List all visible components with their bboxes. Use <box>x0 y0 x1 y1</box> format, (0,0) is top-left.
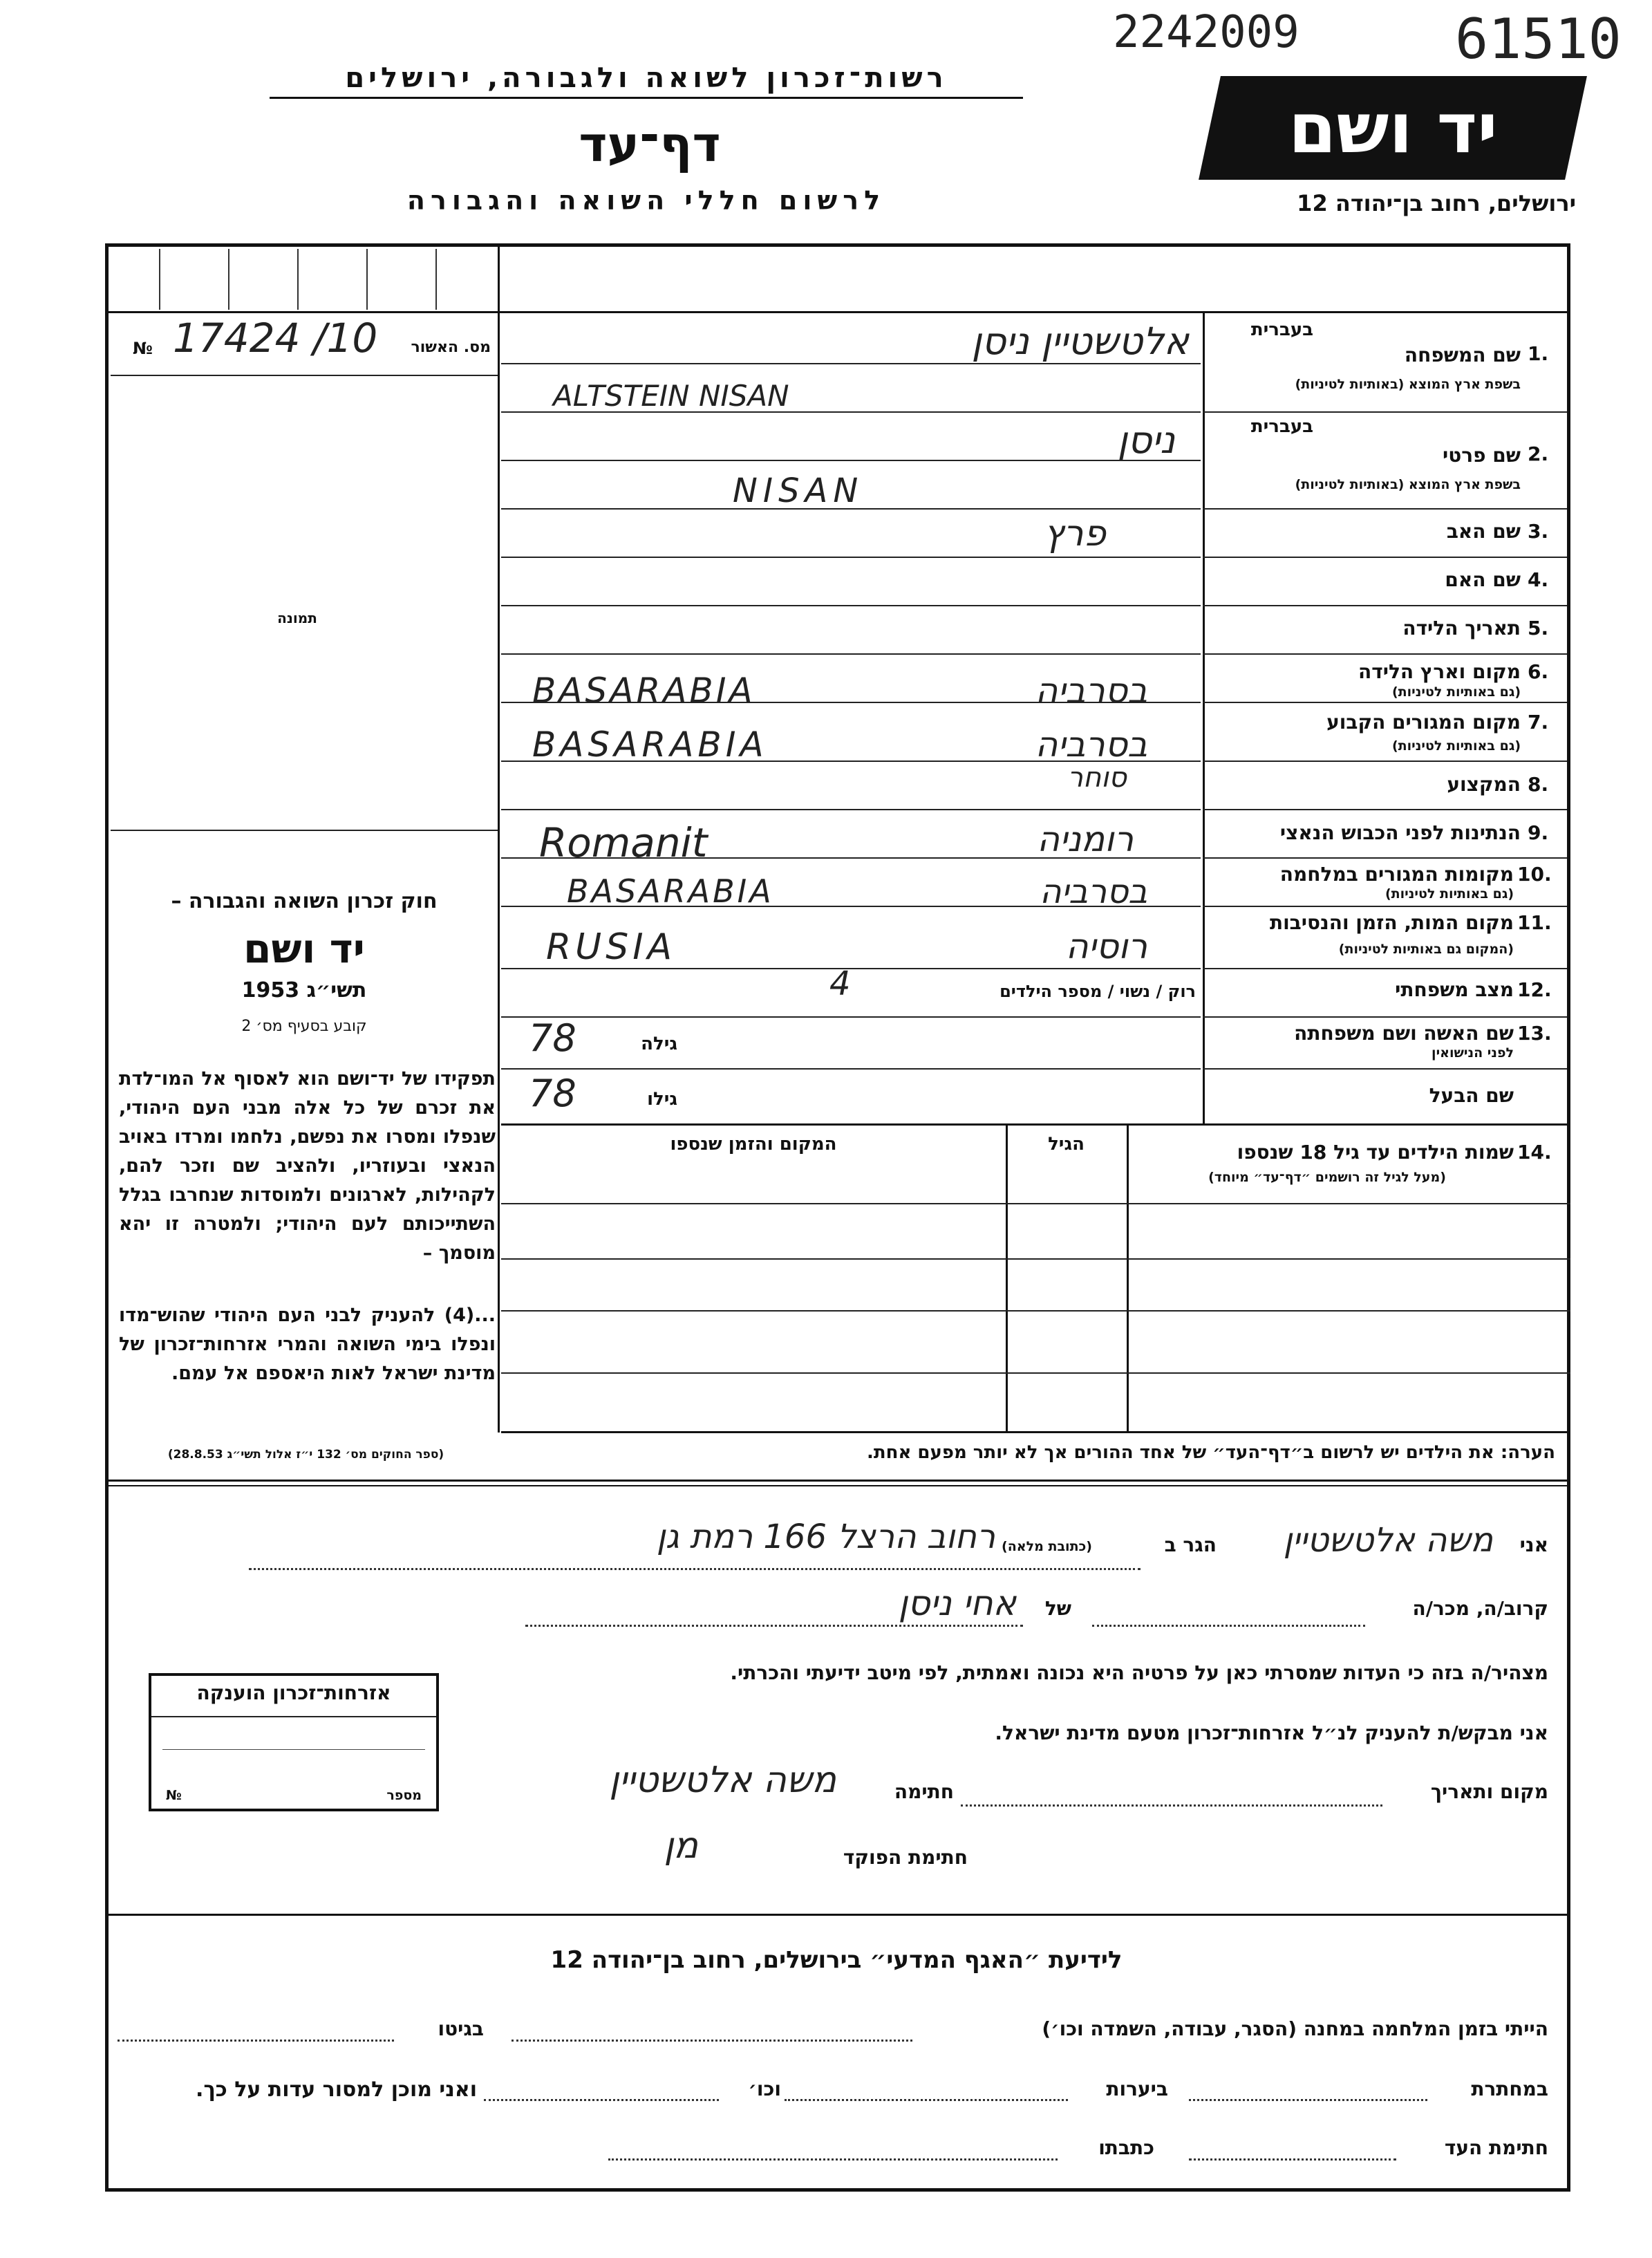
husband-age-label: גילו <box>647 1089 677 1110</box>
field-13-label: שם האשה ושם משפחתה <box>1294 1022 1514 1045</box>
field-10-value-latin[interactable]: BASARABIA <box>567 873 774 910</box>
row-line <box>1203 605 1567 606</box>
field-5-label: תאריך הלידה <box>1402 617 1521 640</box>
field-7-value-latin[interactable]: BASARABIA <box>532 725 768 765</box>
row-line <box>1203 1016 1567 1018</box>
relation-line <box>1092 1625 1365 1627</box>
field-4-number: 4. <box>1528 568 1549 591</box>
value-line <box>501 1016 1201 1018</box>
row-line <box>1203 653 1567 655</box>
row-line <box>1203 1068 1567 1070</box>
value-line <box>501 557 1201 558</box>
value-line <box>501 809 1201 810</box>
footer-line-1: הייתי בזמן המלחמה במחנה (הסגר, עבודה, השמדה וכו׳) <box>1042 2017 1548 2040</box>
footer-etc: וכו׳ <box>748 2078 781 2100</box>
children-sub: (מעל לגיל זה רושמים ״דף־עד״ מיוחד) <box>1208 1170 1446 1185</box>
box-line <box>151 1716 436 1717</box>
relation-line <box>525 1625 1023 1627</box>
row-line <box>1203 809 1567 810</box>
field-11-value-hebrew[interactable]: רוסיה <box>1065 926 1147 967</box>
address-hint: (כתובת מלאה) <box>1002 1539 1092 1554</box>
field-10-sub: (גם באותיות לטיניות) <box>1385 886 1514 902</box>
field-11-number: 11. <box>1517 911 1552 934</box>
row-line <box>1203 857 1567 859</box>
footer-ready: ואני מוכן למסור עדות על כך. <box>196 2078 477 2102</box>
husband-age-value[interactable]: 78 <box>529 1072 576 1115</box>
field-9-value-hebrew[interactable]: רומניה <box>1037 819 1134 859</box>
row-line <box>1203 761 1567 762</box>
law-body: תפקידו של יד־ושם הוא לאסוף אל המו־לדת את זכרם של כל אלה מבני העם היהודי, שנפלו ומסרו את נפשם, נלחמו ומרדו באויב הנאצי ובעוזריו, ולהציב שם וזכר להם, לקהילות, לארגונים ולמוסדות שנחרבו בגלל השתייכותם לעם היהודי; ולמטרה זו יהא מוסמך – <box>119 1068 496 1264</box>
footer-title: לידיעת ״האגף המדעי״ בירושלים, רחוב בן־יהודה 12 <box>550 1946 1123 1974</box>
field-9-value-latin[interactable]: Romanit <box>539 819 708 866</box>
field-8-number: 8. <box>1528 773 1549 796</box>
tick <box>297 249 299 310</box>
footer-ghetto: בגיטו <box>438 2017 484 2040</box>
officer-value[interactable]: מן <box>664 1825 698 1867</box>
stamp-number: 2242009 <box>1113 7 1299 58</box>
declarant-name[interactable]: משה אלטשטיין <box>1283 1521 1493 1560</box>
footer-etc-line <box>484 2099 719 2101</box>
tick <box>435 249 437 310</box>
footer-underground-line <box>1189 2099 1427 2101</box>
law-name: יד ושם <box>243 925 365 972</box>
children-col-place: המקום והזמן שנספו <box>670 1134 837 1155</box>
page-title: דף־עד <box>579 116 721 173</box>
place-date-label: מקום ותאריך <box>1430 1780 1548 1803</box>
field-12-options: רוק / נשוי / מספר הילדים <box>999 982 1196 1001</box>
signature-label: חתימה <box>894 1780 954 1803</box>
page-subtitle: לרשום חללי השואה והגבורה <box>406 185 886 216</box>
authority-title: רשות־זכרון לשואה ולגבורה, ירושלים <box>270 62 1023 99</box>
declaration-line-1: מצהיר/ה בזה כי העדות שמסרתי כאן על פרטיה היא נכונה ואמתית, לפי מיטב ידיעתי והכרתי. <box>730 1661 1548 1684</box>
field-6-value-hebrew[interactable]: בסרביה <box>1035 671 1147 711</box>
logo-text: יד ושם <box>1288 87 1498 169</box>
relation-label: קרוב/ה, מכר/ה <box>1412 1597 1548 1620</box>
section-line <box>105 1485 1570 1486</box>
declarant-address[interactable]: רחוב הרצל 166 רמת גן <box>656 1518 995 1556</box>
value-line <box>501 605 1201 606</box>
field-1-hebrew-tag: בעברית <box>1250 319 1313 340</box>
footer-address-line <box>608 2158 1058 2161</box>
field-6-sub: (גם באותיות לטיניות) <box>1391 684 1521 700</box>
address-line <box>249 1568 1141 1570</box>
children-row-line <box>501 1372 1570 1374</box>
citizenship-no: № <box>166 1788 182 1803</box>
field-9-number: 9. <box>1528 821 1549 844</box>
field-10-value-hebrew[interactable]: בסרביה <box>1040 873 1147 911</box>
value-line <box>501 968 1201 969</box>
field-13-number: 13. <box>1517 1022 1552 1045</box>
children-row-line <box>501 1258 1570 1260</box>
footer-forests-line <box>785 2099 1068 2101</box>
field-1-label: שם המשפחה <box>1404 344 1521 366</box>
footer-address: כתבתו <box>1098 2136 1154 2159</box>
place-date-line <box>961 1804 1382 1807</box>
stamp-number-2: 61510 <box>1455 7 1622 71</box>
field-3-label: שם האב <box>1446 520 1521 543</box>
footer-forests: ביערות <box>1106 2078 1168 2100</box>
field-2-hebrew-tag: בעברית <box>1250 416 1313 437</box>
citizenship-title: אזרחות־זכרון הוענקה <box>196 1681 391 1704</box>
field-1-sub: בשפת ארץ המוצא (באותיות לטיניות) <box>1295 377 1521 392</box>
officer-label: חתימת הפוקד <box>843 1846 968 1869</box>
tick <box>159 249 160 310</box>
field-1-value-hebrew[interactable]: אלטשטיין ניסן <box>971 319 1189 363</box>
field-11-value-latin[interactable]: RUSIA <box>546 926 677 968</box>
field-10-number: 10. <box>1517 863 1552 886</box>
law-year: תשי״ג 1953 <box>241 978 367 1002</box>
footer-underground: במחתרת <box>1471 2078 1548 2100</box>
value-line <box>501 363 1201 364</box>
row-line <box>1203 557 1567 558</box>
children-number: 14. <box>1517 1141 1552 1164</box>
note: הערה: את הילדים יש לרשום ב״דף־העד״ של אחד ההורים אך לא יותר מפעם אחת. <box>866 1442 1555 1463</box>
photo-top-line <box>111 375 498 376</box>
top-band-line <box>105 311 1570 313</box>
field-12-number: 12. <box>1517 978 1552 1001</box>
section-line <box>501 1123 1570 1126</box>
children-label: שמות הילדים עד גיל 18 שנספו <box>1237 1141 1514 1164</box>
field-2-value-hebrew[interactable]: ניסן <box>1117 418 1175 462</box>
reg-number-value: 17424 /10 <box>173 315 378 362</box>
value-line <box>501 653 1201 655</box>
field-11-sub: (המקום גם באותיות לטיניות) <box>1338 942 1514 957</box>
children-row-line <box>501 1310 1570 1312</box>
label-column-border <box>1203 311 1205 1123</box>
husband-label: שם הבעל <box>1429 1084 1514 1107</box>
footer-ghetto-line <box>118 2040 394 2042</box>
address: ירושלים, רחוב בן־יהודה 12 <box>1297 190 1576 216</box>
children-col-border <box>1006 1123 1008 1431</box>
footer-sig-line <box>1189 2158 1396 2161</box>
row-line <box>1203 906 1567 907</box>
field-3-number: 3. <box>1528 520 1549 543</box>
law-title: חוק זכרון השואה והגבורה – <box>171 889 438 913</box>
law-source: (ספר החוקים מס׳ 132 י״ז אלול תשי״ג 28.8.53) <box>167 1448 444 1462</box>
section-line <box>501 1431 1570 1433</box>
field-6-label: מקום וארץ הלידה <box>1358 660 1521 683</box>
field-7-sub: (גם באותיות לטיניות) <box>1391 738 1521 754</box>
section-line <box>105 1914 1570 1916</box>
wife-age-label: גילה <box>641 1034 677 1054</box>
relation-of: של <box>1044 1597 1071 1620</box>
wife-age-value[interactable]: 78 <box>529 1016 576 1060</box>
field-1-number: 1. <box>1528 342 1549 365</box>
yad-vashem-logo <box>1199 76 1587 180</box>
field-12-children-value[interactable]: 4 <box>829 964 851 1003</box>
reg-number-no: № <box>133 339 153 358</box>
field-7-number: 7. <box>1528 711 1549 734</box>
declaration-line-2: אני מבקש/ת להעניק לנ״ל אזרחות־זכרון מטעם מדינת ישראל. <box>995 1722 1548 1744</box>
field-2-number: 2. <box>1528 442 1549 465</box>
declaration-i: אני <box>1519 1533 1548 1556</box>
field-2-value-latin[interactable]: NISAN <box>733 472 864 510</box>
row-line <box>1203 508 1567 510</box>
row-line <box>1203 968 1567 969</box>
declaration-resides: הגר ב <box>1164 1533 1217 1556</box>
field-10-label: מקומות המגורים במלחמה <box>1279 863 1514 886</box>
field-13-sub: לפני הנישואין <box>1432 1045 1514 1061</box>
row-line <box>1203 411 1567 413</box>
children-row-line <box>501 1203 1570 1204</box>
field-5-number: 5. <box>1528 617 1549 640</box>
photo-bottom-line <box>111 830 498 831</box>
photo-label: תמונה <box>277 610 317 626</box>
tick <box>228 249 229 310</box>
signature-value[interactable]: משה אלטשטיין <box>609 1760 836 1801</box>
box-line <box>162 1749 425 1750</box>
field-6-value-latin[interactable]: BASARABIA <box>532 671 755 711</box>
tick <box>366 249 368 310</box>
children-col-age: הגיל <box>1048 1134 1085 1155</box>
row-line <box>1203 702 1567 703</box>
left-column-border <box>498 243 500 1433</box>
law-section: קובע בסעיף מס׳ 2 <box>241 1018 367 1035</box>
children-col-border <box>1127 1123 1129 1431</box>
field-7-label: מקום המגורים הקבוע <box>1326 711 1521 734</box>
footer-witness-sig: חתימת העד <box>1444 2136 1548 2159</box>
field-9-label: הנתינות לפני הכבוש הנאצי <box>1279 821 1521 844</box>
field-2-sub: בשפת ארץ המוצא (באותיות לטיניות) <box>1295 477 1521 492</box>
field-2-label: שם פרטי <box>1442 444 1521 467</box>
field-7-value-hebrew[interactable]: בסרביה <box>1035 725 1147 765</box>
field-12-label: מצב משפחתי <box>1395 978 1514 1001</box>
reg-number-label: מס. האשור <box>411 339 491 356</box>
field-4-label: שם האם <box>1445 568 1521 591</box>
field-1-value-latin[interactable]: ALTSTEIN NISAN <box>553 379 789 413</box>
field-3-value[interactable]: פרץ <box>1044 513 1106 554</box>
field-6-number: 6. <box>1528 660 1549 683</box>
section-line <box>105 1480 1570 1482</box>
field-8-label: המקצוע <box>1447 773 1521 796</box>
law-clause: ...(4) להעניק לבני העם היהודי שהוש־מדו ונפלו בימי השואה והמרי אזרחות־זכרון של מדינת ישראל לאות היאספם אל עמם. <box>119 1305 496 1384</box>
value-line <box>501 1068 1201 1070</box>
relation-value[interactable]: אחי ניסן <box>898 1583 1016 1623</box>
field-11-label: מקום המות, הזמן והנסיבות <box>1269 911 1514 934</box>
field-8-value[interactable]: סוחר <box>1067 762 1127 794</box>
footer-camp-line <box>511 2040 912 2042</box>
citizenship-number-label: מספר <box>386 1788 422 1803</box>
